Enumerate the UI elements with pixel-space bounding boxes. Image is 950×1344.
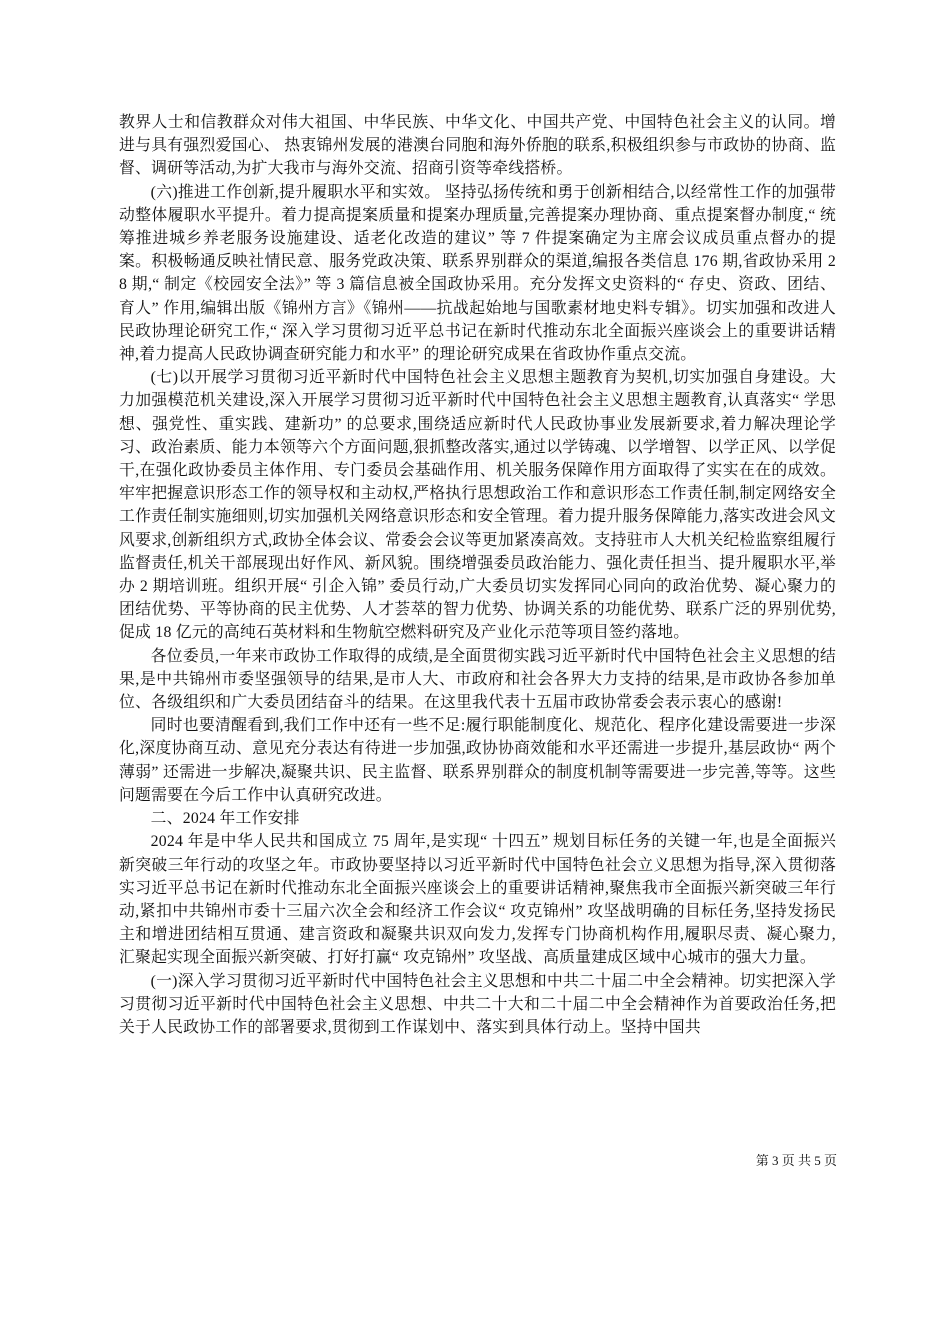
paragraph-continuation: 教界人士和信教群众对伟大祖国、中华民族、中华文化、中国共产党、中国特色社会主义的认同。增进与具有强烈爱国心、 热衷锦州发展的港澳台同胞和海外侨胞的联系,积极组织参与市政协的协商、监督、调研等活动,为扩大我市与海外交流、招商引资等牵线搭桥。 [119, 114, 836, 178]
page-number-label: 第 3 页 共 5 页 [755, 1153, 837, 1168]
page-footer [756, 1152, 837, 1170]
paragraph-section-one: (一)深入学习贯彻习近平新时代中国特色社会主义思想和中共二十届二中全会精神。切实把深入学习贯彻习近平新时代中国特色社会主义思想、中共二十大和二十届二中全会精神作为首要政治任务,把关于人民政协工作的部署要求,贯彻到工作谋划中、落实到具体行动上。坚持中国共 [119, 972, 836, 1036]
paragraph-section-seven: (七)以开展学习贯彻习近平新时代中国特色社会主义思想主题教育为契机,切实加强自身建设。大力加强模范机关建设,深入开展学习贯彻习近平新时代中国特色社会主义思想主题教育,认真落实“ 学思想、强党性、重实践、建新功” 的总要求,围绕适应新时代人民政协事业发展新要求,着力解决理论学习、政治素质、能力本领等六个方面问题,狠抓整改落实,通过以学铸魂、以学增智、以学正风、以学促干,在强化政协委员主体作用、专门委员会基础作用、机关服务保障作用方面取得了实实在在的成效。 牢牢把握意识形态工作的领导权和主动权,严格执行思想政治工作和意识形态工作责任制,制定网络安全工作责任制实施细则,切实加强机关网络意识形态和安全管理。着力提升服务保障能力,落实改进会风文风要求,创新组织方式,政协全体会议、常委会会议等更加紧凑高效。支持驻市人大机关纪检监察组履行监督责任,机关干部展现出好作风、新风貌。围绕增强委员政治能力、强化责任担当、提升履职水平,举办 2 期培训班。组织开展“ 引企入锦” 委员行动,广大委员切实发挥同心同向的政治优势、凝心聚力的团结优势、平等协商的民主优势、人才荟萃的智力优势、协调关系的功能优势、联系广泛的界别优势,促成 18 亿元的高纯石英材料和生物航空燃料研究及产业化示范等项目签约落地。 [119, 369, 836, 642]
paragraph-shortcomings: 同时也要清醒看到,我们工作中还有一些不足:履行职能制度化、规范化、程序化建设需要进一步深化,深度协商互动、意见充分表达有待进一步加强,政协协商效能和水平还需进一步提升,基层政协“ 两个薄弱” 还需进一步解决,凝聚共识、民主监督、联系界别群众的制度机制等需要进一步完善,等等。这些问题需要在今后工作中认真研究改进。 [119, 717, 836, 804]
paragraph-acknowledgement: 各位委员,一年来市政协工作取得的成绩,是全面贯彻实践习近平新时代中国特色社会主义思想的结果,是中共锦州市委坚强领导的结果,是市人大、市政府和社会各界大力支持的结果,是市政协各参加单位、各级组织和广大委员团结奋斗的结果。在这里我代表十五届市政协常委会表示衷心的感谢! [119, 647, 836, 712]
heading-2024-work-plan: 二、2024 年工作安排 [150, 810, 300, 828]
paragraph-2024-overview: 2024 年是中华人民共和国成立 75 周年,是实现“ 十四五” 规划目标任务的关键一年,也是全面振兴新突破三年行动的攻坚之年。市政协要坚持以习近平新时代中国特色社会立义思想为指导,深入贯彻落实习近平总书记在新时代推动东北全面振兴座谈会上的重要讲话精神,聚焦我市全面振兴新突破三年行动,紧扣中共锦州市委十三届六次全会和经济工作会议“ 攻克锦州” 攻坚战明确的目标任务,坚持发扬民主和增进团结相互贯通、建言资政和凝聚共识双向发力,发挥专门协商机构作用,履职尽责、凝心聚力,汇聚起实现全面振兴新突破、打好打赢“ 攻克锦州” 攻坚战、高质量建成区域中心城市的强大力量。 [119, 833, 836, 967]
document-body [119, 111, 836, 1039]
paragraph-section-six: (六)推进工作创新,提升履职水平和实效。 坚持弘扬传统和勇于创新相结合,以经常性工作的加强带动整体履职水平提升。着力提高提案质量和提案办理质量,完善提案办理协商、重点提案督办制度,“ 统筹推进城乡养老服务设施建设、适老化改造的建议” 等 7 件提案确定为主席会议成员重点督办的提案。积极畅通反映社情民意、服务党政决策、联系界别群众的渠道,编报各类信息 176 期,省政协采用 28 期,“ 制定《校园安全法》” 等 3 篇信息被全国政协采用。充分发挥文史资料的“ 存史、资政、团结、育人” 作用,编辑出版《锦州方言》《锦州——抗战起始地与国歌素材地史料专辑》。切实加强和改进人民政协理论研究工作,“ 深入学习贯彻习近平总书记在新时代推动东北全面振兴座谈会上的重要讲话精神,着力提高人民政协调查研究能力和水平” 的理论研究成果在省政协作重点交流。 [119, 183, 836, 364]
